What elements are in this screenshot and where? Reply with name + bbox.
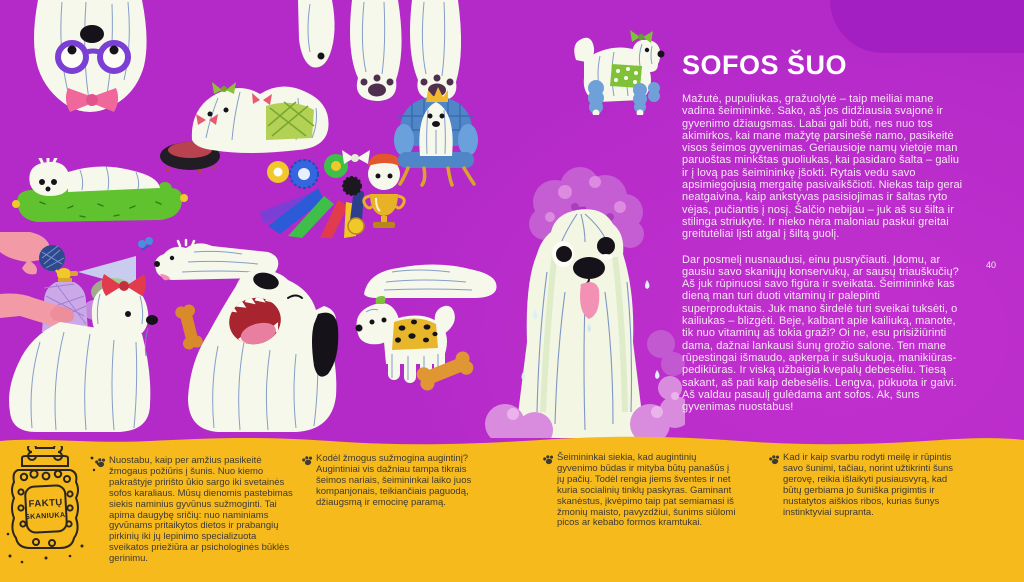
dog-nose <box>573 257 605 279</box>
howling-dog-illustration <box>178 266 346 436</box>
atomizer-ball <box>39 245 65 271</box>
article-column <box>682 50 963 426</box>
jar-label-line1: FAKTŲ <box>28 497 64 510</box>
dog-eye <box>597 237 615 255</box>
red-bow-dog-illustration <box>0 272 172 437</box>
crown-icon <box>426 87 448 102</box>
green-tuft <box>376 296 386 304</box>
fact-item <box>769 453 965 518</box>
plaid-vest <box>266 102 314 140</box>
fact-item <box>543 453 739 529</box>
corner-background-shape <box>830 0 1024 53</box>
dog-nose <box>356 325 363 332</box>
foam-cloud-side <box>647 330 685 376</box>
page-number: 40 <box>986 260 997 270</box>
white-bow-icon <box>342 150 370 164</box>
fact-text: Nuostabu, kaip per amžius pasikeitė žmogaus požiūris į šunis. Nuo kiemo pakraštyje pririšto ūkio sargo iki svetainės sofos karaliaus. Mūsų dienomis pastebimas siekis naminius gyvūnus sužmoginti. Tai apima daugybę sričių: nuo naminiams gyvūnams pritaikytos dietos ir prabangių pirkinių iki jų lepinimo specializuota sveikatos priežiūra ar psichologinės būklės gerinimu. <box>109 455 293 565</box>
upside-down-dog-illustration <box>28 0 152 118</box>
fact-item <box>95 456 293 565</box>
leopard-sweater <box>392 318 438 350</box>
bathing-dog-illustration <box>485 162 685 438</box>
dog-on-green-couch-illustration <box>10 158 190 230</box>
facts-jar-illustration <box>4 446 108 579</box>
jar-label-line2: SKANIUKAI <box>24 509 68 522</box>
butterfly-icon <box>138 237 153 250</box>
dog-nose <box>80 25 104 43</box>
medal-icon <box>348 218 364 234</box>
trophy-icon <box>364 194 405 228</box>
dog-nose <box>146 315 158 325</box>
page-title: SOFOS ŠUO <box>682 50 848 80</box>
bone-on-lid-icon <box>28 446 62 460</box>
fact-text: Šeimininkai siekia, kad augintinių gyvenimo būdas ir mityba būtų panašūs į jų pačių. Todėl rengia jiems šventes ir net kuria socialinių tinklų paskyras. Gaminant skanėstus, įkvėpimo taip pat semiamasi iš žmonių maisto, pavyzdžiui, šunims siūlomi picos ar kebabo formos kramtukai. <box>557 452 736 529</box>
strutting-dog-illustration <box>570 30 665 115</box>
fact-text: Kodėl žmogus sužmogina augintinį? Augintiniai vis dažniau tampa tikrais šeimos nariais, šeimininkai laiko juos kompanjonais, teikiančiais paguodą, džiaugsmą ir emocinę paramą. <box>316 453 472 508</box>
facts-band <box>0 432 1024 582</box>
dog-on-throne-illustration <box>390 82 482 188</box>
article-paragraph: Dar posmelį nusnaudusi, einu pusryčiauti. Įdomu, ar gausiu savo skaniųjų konservukų, ar sausų triauškučių? Aš juk rūpinuosi savo figūra ir sveikata. Šeimininkė kas dieną man turi duoti vitaminų ir palepinti superproduktais. Juk mano širdelė turi sveikai tuksėti, o kailiukas – blizgėti. Beje, kalbant apie kailiuką, manote, tik nuo vitaminų aš tokia graži? Oi ne, esu prisižiūrinti dama, dažnai lankausi šunų grožio salone. Ten mane rūpestingai išmaudo, apkerpa ir sušukuoja, manikiūras-pedikiūras. Ir viską užbaigia kvepalų debesėliu. Tiesą sakant, aš pati kaip debesėlis. Lengva, pūkuota ir gaivi. Aš valdau pasaulį gulėdama ant sofos. Ak, šuns gyvenimas nuostabus! <box>682 253 959 414</box>
fact-text: Kad ir kaip svarbu rodyti meilę ir rūpintis savo šunimi, tačiau, norint užtikrinti šuns gerovę, reikia išlaikyti pusiausvyrą, kad būtų gerbiama jo šuniška prigimtis ir nustatytos aiškios ribos, kurias šunys instinktyviai supranta. <box>783 452 954 518</box>
fact-item <box>302 454 472 509</box>
article-paragraph: Mažutė, pupuliukas, gražuolytė – taip meiliai mane vadina šeimininkė. Sako, aš jos didžiausia svajonė ir gyvenimo džiaugsmas. Labai gali būti, nes nuo tos akimirkos, kai mane mažytę parsinešė namo, pasikeitė visos šeimos gyvenimas. Geriausioje namų vietoje man paruoštas minkštas guoliukas, kai pasidaro šalta – galiu ir į lovą pas šeimininkę įšokti. Rytais vedu savo apsimiegojusią mergaitę pasivaikščioti. Niekas taip gerai neatgaivina, kaip ankstyvas pasisiojimas ir šaltas ryto vėjas, pučiantis į nosį. Šalčio nebijau – juk aš su šilta ir stilinga striukyte. Ir nieko nėra maloniau paskui greitai greitutėliai lįsti atgal į šiltą guolį. <box>682 93 963 241</box>
dog-eye <box>556 246 572 262</box>
